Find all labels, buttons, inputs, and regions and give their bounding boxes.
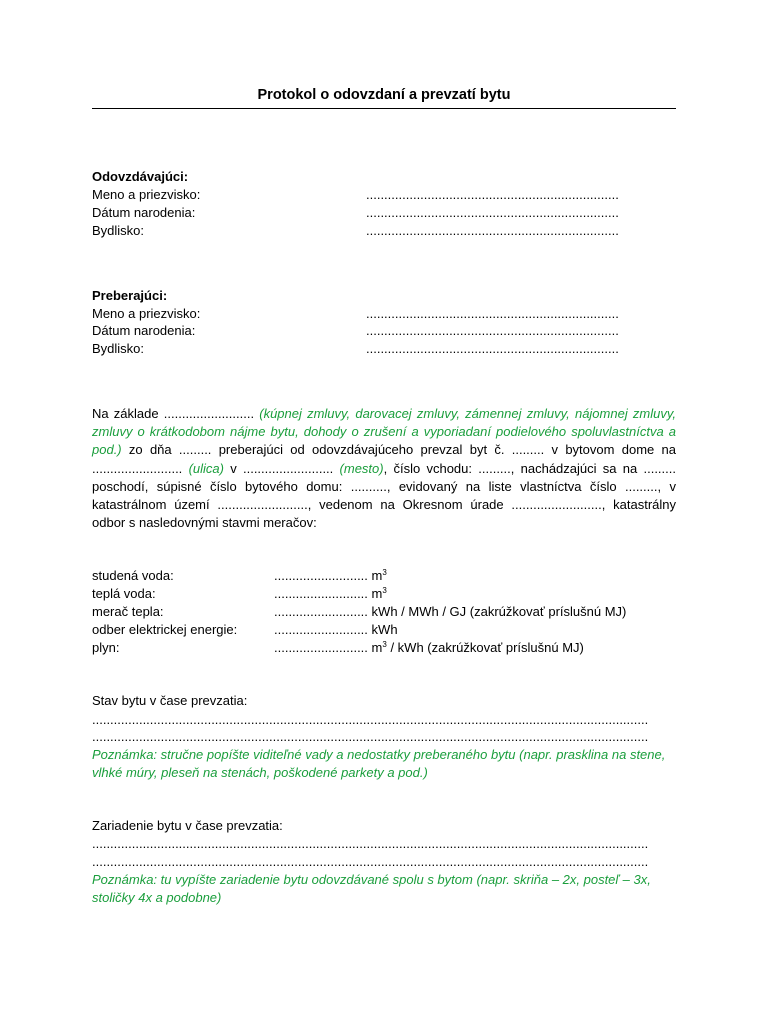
meter-hot-water-unit: m [371, 586, 383, 601]
condition-line-1[interactable]: .......................................................................................................................................................... [92, 712, 649, 727]
paragraph-hint-contract-type: (kúpnej zmluvy, darovacej zmluvy, zámennej zmluvy, nájomnej zmluvy, zmluvy o krátkodobom nájme bytu, dohody o zrušení a vyporiadaní podielového spoluvlastníctva a pod.) [92, 406, 676, 458]
transferee-birth-label: Dátum narodenia: [92, 323, 196, 338]
meter-heat-unit: kWh / MWh / GJ (zakrúžkovať príslušnú MJ) [371, 604, 627, 619]
meter-hot-water-sup: 3 [382, 586, 387, 595]
transferor-birth-row [92, 204, 676, 222]
meter-cold-water-sup: 3 [382, 568, 387, 577]
meter-gas-field[interactable]: .......................... [274, 640, 368, 655]
meter-cold-water-field[interactable]: .......................... [274, 568, 368, 583]
meter-electricity-field[interactable]: .......................... [274, 622, 368, 637]
meter-heat-field[interactable]: .......................... [274, 604, 368, 619]
furnishing-line-2[interactable]: .......................................................................................................................................................... [92, 854, 649, 869]
paragraph-text-3: v ......................... [223, 460, 340, 476]
meter-gas-label: plyn: [92, 640, 120, 655]
meter-gas-unit-rest: / kWh (zakrúžkovať príslušnú MJ) [386, 640, 584, 655]
transferor-name-label: Meno a priezvisko: [92, 187, 201, 202]
condition-line-2[interactable]: .......................................................................................................................................................... [92, 729, 649, 744]
condition-heading: Stav bytu v čase prevzatia: [92, 693, 248, 708]
meter-hot-water-row [92, 585, 676, 603]
transferee-birth-row [92, 322, 676, 340]
transferor-birth-field[interactable]: ...................................................................... [366, 205, 619, 220]
meter-electricity-row [92, 621, 676, 639]
meter-heat-row [92, 603, 676, 621]
paragraph-hint-city: (mesto) [339, 460, 384, 476]
transferor-address-field[interactable]: ...................................................................... [366, 223, 619, 238]
transferor-name-row [92, 186, 676, 204]
transferee-heading: Preberajúci: [92, 288, 168, 303]
transferee-birth-field[interactable]: ...................................................................... [366, 323, 619, 338]
meter-electricity-unit: kWh [371, 622, 398, 637]
meter-cold-water-label: studená voda: [92, 568, 174, 583]
paragraph-text-2: zo dňa ......... preberajúci od odovzdávajúceho prevzal byt č. ......... v bytovom dome na ......................... [92, 442, 676, 476]
meter-hot-water-label: teplá voda: [92, 586, 156, 601]
meter-hot-water-field[interactable]: .......................... [274, 586, 368, 601]
meter-gas-sup: 3 [382, 640, 387, 649]
furnishing-line-1[interactable]: .......................................................................................................................................................... [92, 836, 649, 851]
agreement-paragraph [92, 405, 676, 532]
transferee-address-label: Bydlisko: [92, 341, 145, 356]
document-title: Protokol o odovzdaní a prevzatí bytu [257, 87, 511, 103]
meter-cold-water-unit: m [371, 568, 383, 583]
meter-electricity-label: odber elektrickej energie: [92, 622, 238, 637]
paragraph-hint-street: (ulica) [188, 460, 224, 476]
transferee-address-field[interactable]: ...................................................................... [366, 341, 619, 356]
meter-gas-unit: m [371, 640, 383, 655]
meter-gas-row [92, 639, 676, 657]
furnishing-heading: Zariadenie bytu v čase prevzatia: [92, 818, 283, 833]
transferee-name-row [92, 305, 676, 323]
paragraph-text-1: Na základe ......................... [92, 406, 260, 421]
transferor-address-label: Bydlisko: [92, 223, 145, 238]
transferee-name-label: Meno a priezvisko: [92, 306, 201, 321]
transferor-birth-label: Dátum narodenia: [92, 205, 196, 220]
meter-cold-water-row [92, 567, 676, 585]
transferor-name-field[interactable]: ...................................................................... [366, 187, 619, 202]
transferee-address-row [92, 340, 676, 358]
transferor-heading: Odovzdávajúci: [92, 169, 189, 184]
title-underline [92, 108, 676, 109]
transferor-address-row [92, 222, 676, 240]
furnishing-note: Poznámka: tu vypíšte zariadenie bytu odovzdávané spolu s bytom (napr. skriňa – 2x, posteľ – 3x, stoličky 4x a podobne) [92, 872, 651, 906]
paragraph-text-4: , číslo vchodu: ........., nachádzajúci sa na ......... poschodí, súpisné číslo bytového domu: .........., evidovaný na liste vlastníctva číslo ........., v katastrálnom území ........................., vedenom na Okresnom úrade ........................., katastrálny odbor s nasledovnými stavmi meračov: [92, 460, 676, 531]
transferee-name-field[interactable]: ...................................................................... [366, 306, 619, 321]
condition-note: Poznámka: stručne popíšte viditeľné vady a nedostatky preberaného bytu (napr. prasklina na stene, vlhké múry, pleseň na stenách, poškodené parkety a pod.) [92, 747, 666, 781]
meter-heat-label: merač tepla: [92, 604, 164, 619]
